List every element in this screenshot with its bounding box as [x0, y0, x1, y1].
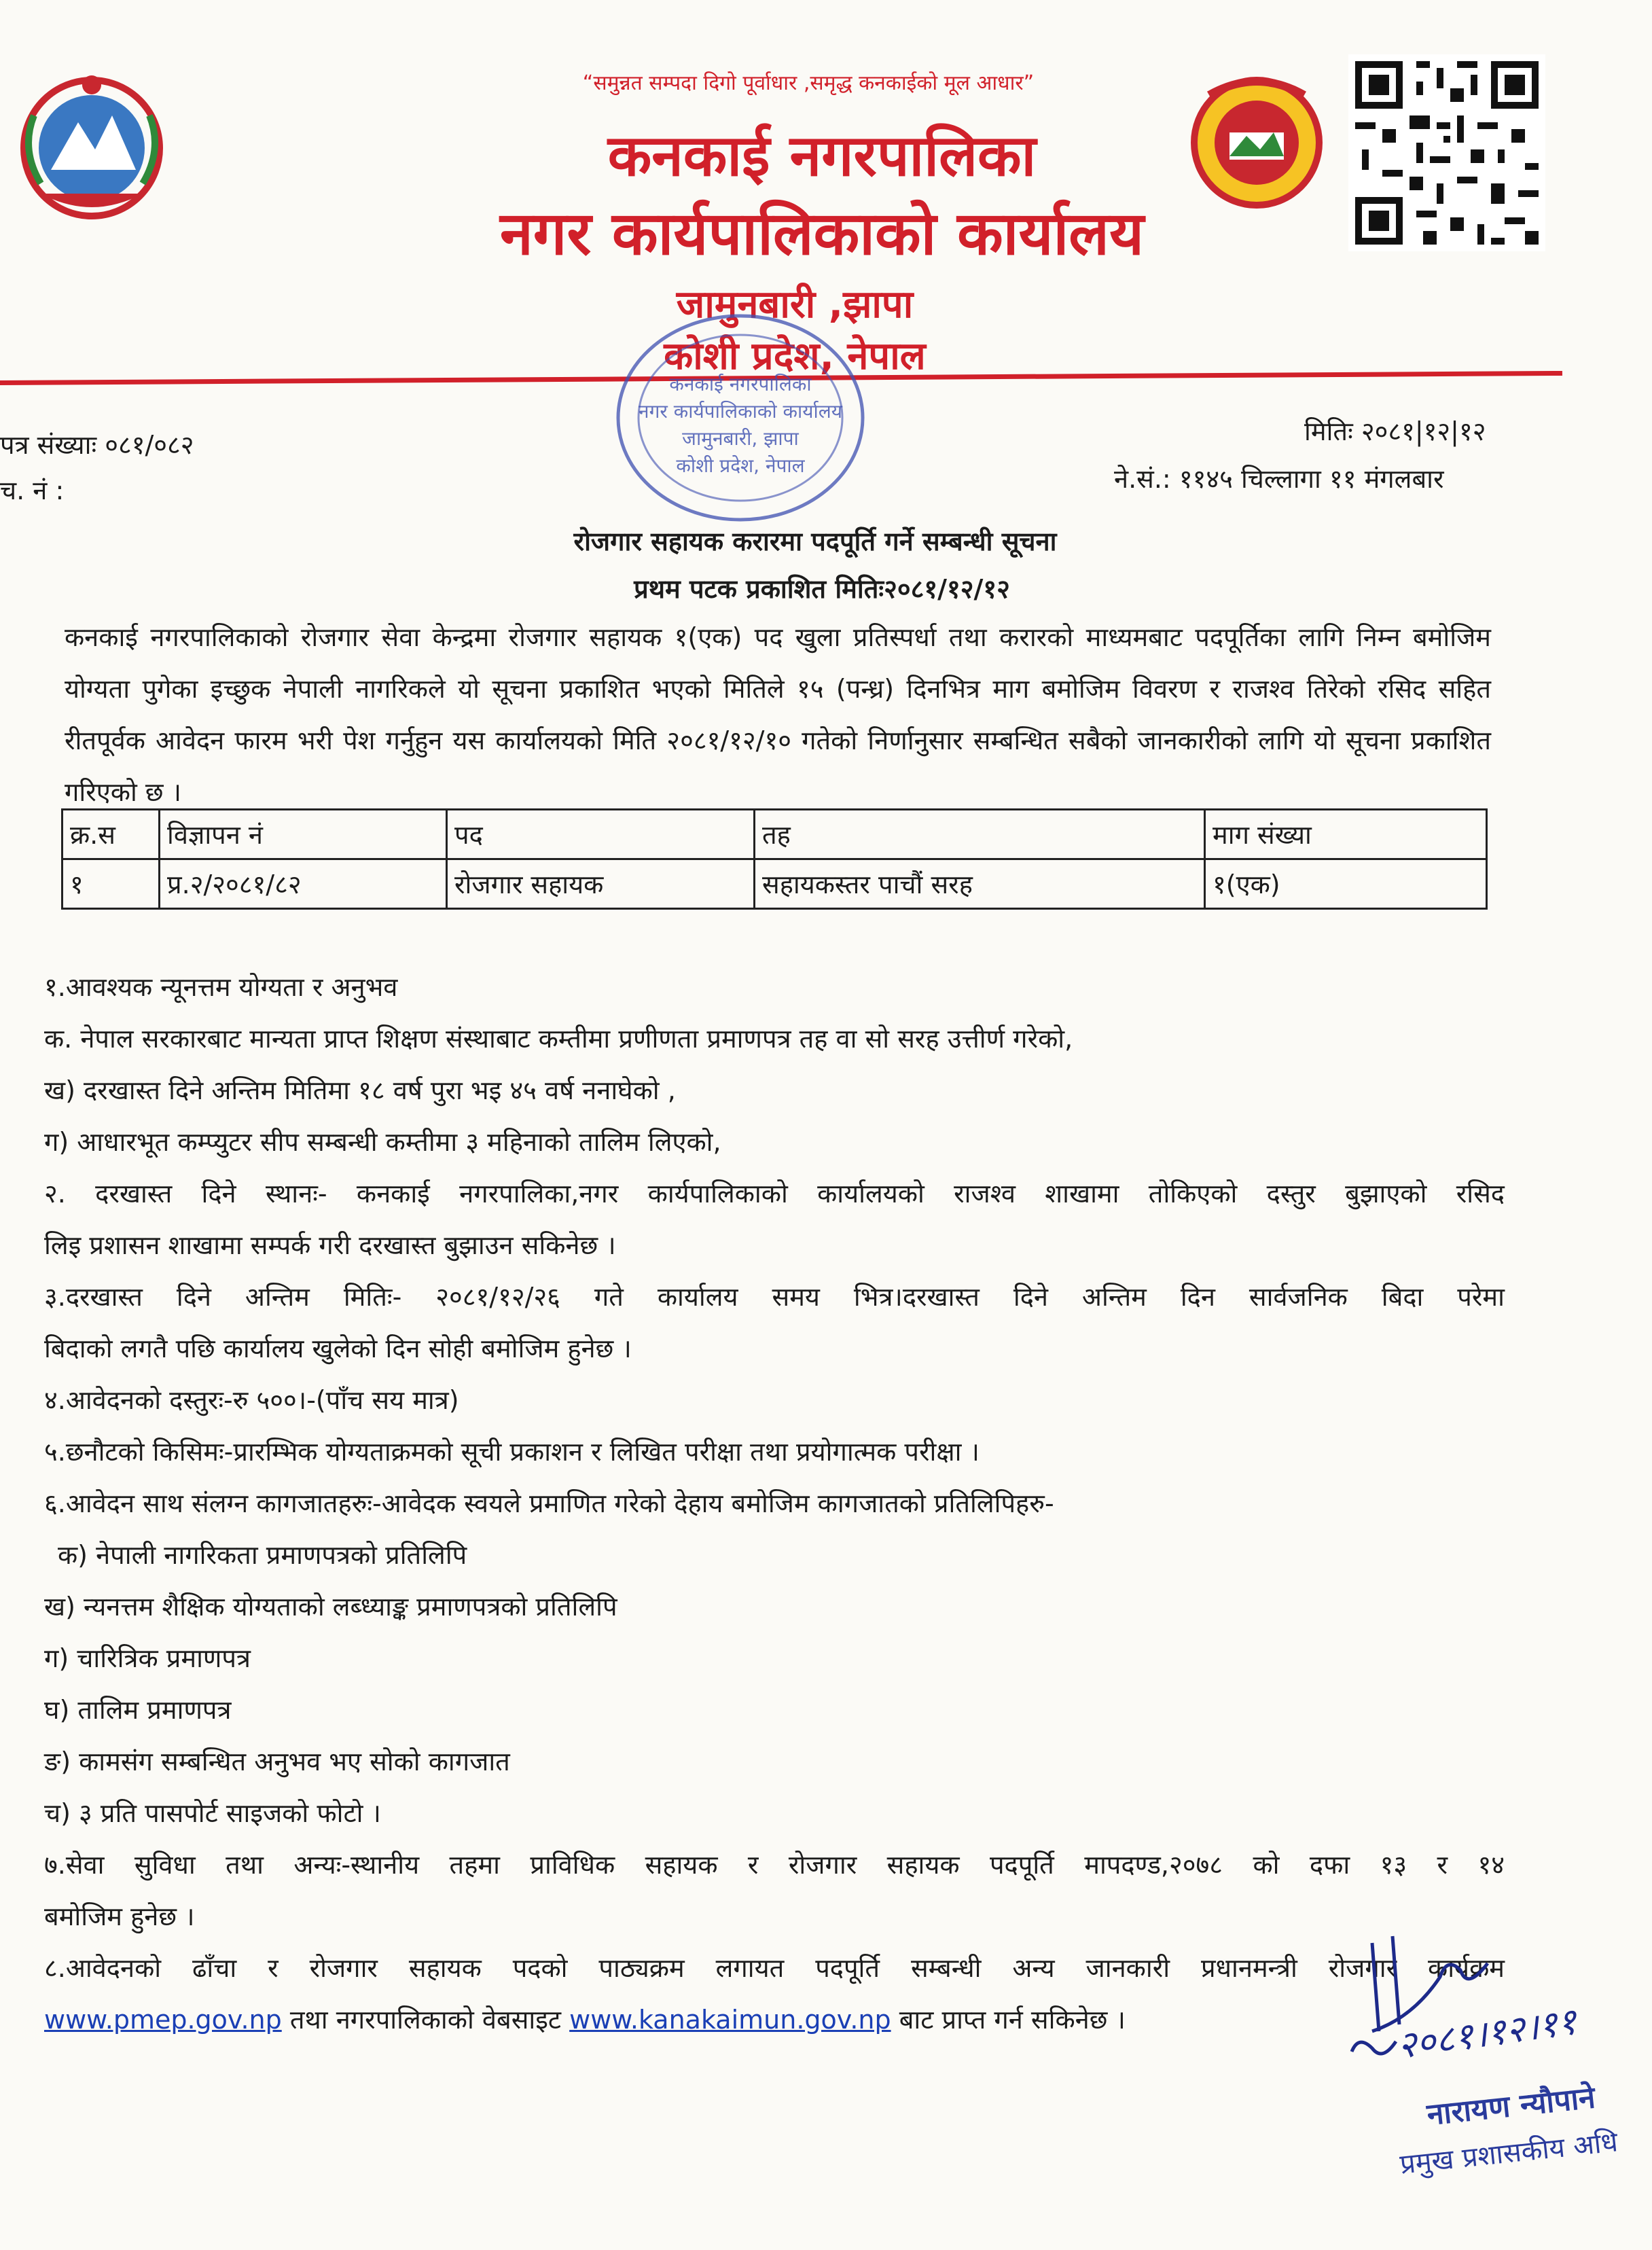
office-stamp	[611, 306, 869, 530]
list-item: ७.सेवा सुविधा तथा अन्यः-स्थानीय तहमा प्राविधिक सहायक र रोजगार सहायक पदपूर्ति मापदण्ड,२०७८ को दफा १३ र १४	[44, 1850, 1505, 1880]
table-cell: १(एक)	[1205, 859, 1487, 909]
list-item: ५.छनौटको किसिमः-प्रारम्भिक योग्यताक्रमको सूची प्रकाशन र लिखित परीक्षा तथा प्रयोगात्मक परीक्षा ।	[44, 1437, 980, 1467]
vacancy-table	[61, 808, 1488, 910]
signatory-title: प्रमुख प्रशासकीय अधि	[1398, 2126, 1619, 2181]
svg-text:२०८१।१२।११: २०८१।१२।११	[1395, 1999, 1579, 2067]
link-connector-text: तथा नगरपालिकाको वेबसाइट	[281, 2005, 570, 2035]
svg-text:नगर कार्यपालिकाको कार्यालय: नगर कार्यपालिकाको कार्यालय	[639, 400, 842, 423]
letter-date: मितिः २०८१|१२|१२	[1304, 416, 1486, 446]
list-item: ग) आधारभूत कम्प्युटर सीप सम्बन्धी कम्तीमा ३ महिनाको तालिम लिएको,	[44, 1127, 721, 1157]
link-end-text: बाट प्राप्त गर्न सकिनेछ ।	[891, 2005, 1126, 2035]
table-header: पद	[447, 810, 755, 859]
table-header: विज्ञापन नं	[160, 810, 447, 859]
motto: “समुन्नत सम्पदा दिगो पूर्वाधार ,समृद्ध कनकाईको मूल आधार”	[582, 71, 1035, 95]
table-cell: १	[62, 859, 160, 909]
address-line-2: कोशी प्रदेश, नेपाल	[664, 334, 926, 378]
table-cell: रोजगार सहायक	[447, 859, 755, 909]
list-item: क) नेपाली नागरिकता प्रमाणपत्रको प्रतिलिपि	[58, 1540, 467, 1570]
office-name: नगर कार्यपालिकाको कार्यालय	[500, 198, 1144, 268]
section-1-title: १.आवश्यक न्यूनत्तम योग्यता र अनुभव	[44, 972, 398, 1002]
list-item: घ) तालिम प्रमाणपत्र	[44, 1695, 232, 1725]
notice-items	[44, 961, 1505, 2046]
municipality-website-link[interactable]: www.kanakaimun.gov.np	[569, 2005, 891, 2035]
qr-code-icon	[1348, 54, 1545, 251]
dispatch-number: च. नं :	[0, 476, 65, 505]
svg-text:कनकाई नगरपालिका: कनकाई नगरपालिका	[669, 373, 812, 395]
list-item	[44, 1994, 1505, 2046]
nepal-emblem-icon	[14, 68, 170, 224]
list-item: ङ) कामसंग सम्बन्धित अनुभव भए सोको कागजात	[44, 1747, 510, 1776]
address-line-1: जामुनबारी ,झापा	[676, 283, 914, 327]
list-item: बमोजिम हुनेछ ।	[44, 1901, 195, 1931]
list-item: ख) दरखास्त दिने अन्तिम मितिमा १८ वर्ष पुरा भइ ४५ वर्ष ननाघेको ,	[44, 1075, 676, 1105]
table-cell: सहायकस्तर पाचौं सरह	[755, 859, 1205, 909]
list-item: बिदाको लगतै पछि कार्यालय खुलेको दिन सोही बमोजिम हुनेछ ।	[44, 1334, 632, 1363]
list-item: लिइ प्रशासन शाखामा सम्पर्क गरी दरखास्त बुझाउन सकिनेछ ।	[44, 1230, 616, 1260]
table-header: तह	[755, 810, 1205, 859]
signatory-name: नारायण न्यौपाने	[1425, 2080, 1597, 2132]
notice-subject: रोजगार सहायक करारमा पदपूर्ति गर्ने सम्बन्धी सूचना	[573, 526, 1057, 556]
signature	[1331, 1916, 1617, 2086]
table-header: माग संख्या	[1205, 810, 1487, 859]
svg-text:जामुनबारी, झापा: जामुनबारी, झापा	[682, 427, 799, 450]
table-cell: प्र.२/२०८१/८२	[160, 859, 447, 909]
list-item: २. दरखास्त दिने स्थानः- कनकाई नगरपालिका,नगर कार्यपालिकाको कार्यालयको राजश्व शाखामा तोकिएको दस्तुर बुझाएको रसिद	[44, 1179, 1505, 1209]
table-header: क्र.स	[62, 810, 160, 859]
list-item: ग) चारित्रिक प्रमाणपत्र	[44, 1643, 251, 1673]
list-item: ३.दरखास्त दिने अन्तिम मितिः- २०८१/१२/२६ गते कार्यालय समय भित्र।दरखास्त दिने अन्तिम दिन सार्वजनिक बिदा परेमा	[44, 1282, 1505, 1312]
letter-number: पत्र संख्याः ०८१/०८२	[0, 430, 194, 460]
list-item: च) ३ प्रति पासपोर्ट साइजको फोटो ।	[44, 1798, 381, 1828]
table-row	[62, 859, 1487, 909]
municipality-logo-icon	[1189, 68, 1325, 211]
list-item: क. नेपाल सरकारबाट मान्यता प्राप्त शिक्षण संस्थाबाट कम्तीमा प्रणीणता प्रमाणपत्र तह वा सो सरह उत्तीर्ण गरेको,	[44, 1024, 1073, 1054]
svg-text:कोशी प्रदेश, नेपाल: कोशी प्रदेश, नेपाल	[676, 454, 805, 477]
table-header-row	[62, 810, 1487, 859]
nepal-sambat-date: ने.सं.: ११४५ चिल्लागा ११ मंगलबार	[1114, 464, 1444, 494]
list-item: ४.आवेदनको दस्तुरः-रु ५००।-(पाँच सय मात्र)	[44, 1385, 459, 1415]
first-published-date: प्रथम पटक प्रकाशित मितिः२०८१/१२/१२	[634, 574, 1010, 604]
list-item: ख) न्यनत्तम शैक्षिक योग्यताको लब्ध्याङ्क प्रमाणपत्रको प्रतिलिपि	[44, 1592, 617, 1622]
notice-intro: कनकाई नगरपालिकाको रोजगार सेवा केन्द्रमा रोजगार सहायक १(एक) पद खुला प्रतिस्पर्धा तथा करारको माध्यमबाट पदपूर्तिका लागि निम्न बमोजिम योग्यता पुगेका इच्छुक नेपाली नागरिकले यो सूचना प्रकाशित भएको मितिले १५ (पन्ध्र) दिनभित्र माग बमोजिम विवरण र राजश्व तिरेको रसिद सहित रीतपूर्वक आवेदन फारम भरी पेश गर्नुहुन यस कार्यालयको मिति २०८१/१२/१० गतेको निर्णानुसार सम्बन्धित सबैको जानकारीको लागि यो सूचना प्रकाशित गरिएको छ ।	[65, 622, 1491, 807]
municipality-name: कनकाई नगरपालिका	[607, 122, 1037, 189]
pmep-website-link[interactable]: www.pmep.gov.np	[44, 2005, 282, 2035]
list-item: ८.आवेदनको ढाँचा र रोजगार सहायक पदको पाठ्यक्रम लगायत पदपूर्ति सम्बन्धी अन्य जानकारी प्रधानमन्त्री रोजगार कार्यक्रम	[44, 1953, 1505, 1983]
section-6-title: ६.आवेदन साथ संलग्न कागजातहरुः-आवेदक स्वयले प्रमाणित गरेको देहाय बमोजिम कागजातको प्रतिलिपिहरु-	[44, 1488, 1054, 1518]
